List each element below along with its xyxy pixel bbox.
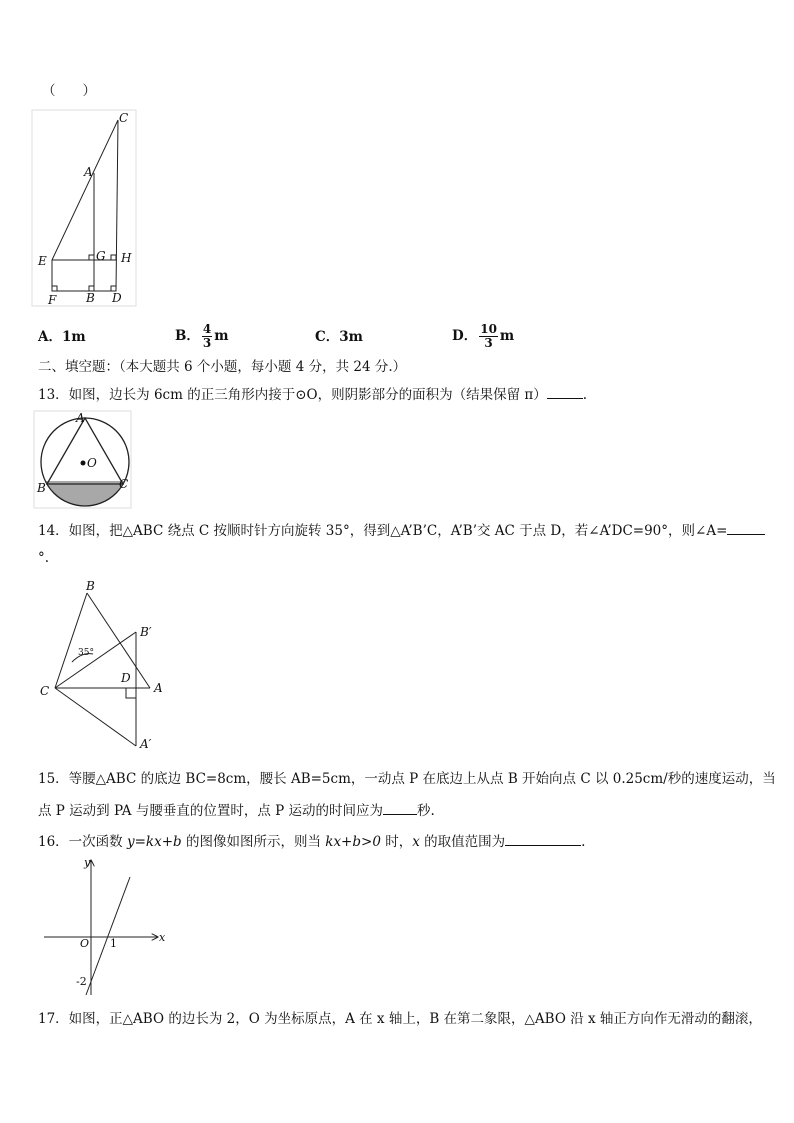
q14-label-b: B [86, 579, 95, 593]
q16-origin-label: O [80, 937, 90, 950]
q16-tick-1: 1 [110, 937, 117, 950]
q12-option-b: B． $\frac{4}{3}$ m [175, 322, 229, 350]
q17-text: 17．如图，正△ABO 的边长为 2，O 为坐标原点，A 在 x 轴上，B 在第二象限，△ABO 沿 x 轴正方向作无滑动的翻滚， [38, 1011, 762, 1027]
q12-label-b: B [86, 291, 95, 305]
q14-label-b-prime: B′ [140, 625, 152, 639]
q13-text: 13．如图，边长为 6cm 的正三角形内接于⊙O，则阴影部分的面积为（结果保留 π） . [38, 387, 588, 403]
q13-figure [33, 410, 133, 510]
q13-label-c: C [119, 477, 129, 491]
q12-label-e: E [38, 254, 47, 268]
q14-text-line1: 14．如图，把△ABC 绕点 C 按顺时针方向旋转 35°，得到△A’B’C，A’B’交 AC 于点 D，若∠A’DC=90°，则∠A= [38, 521, 765, 540]
q15-text-line2: 点 P 运动到 PA 与腰垂直的位置时，点 P 运动的时间应为 秒. [38, 803, 435, 819]
q12-label-c: C [119, 111, 129, 125]
section-title: 二、填空题：（本大题共 6 个小题，每小题 4 分，共 24 分.） [38, 359, 407, 375]
q12-label-g: G [96, 249, 106, 263]
q16-axis-x-label: x [159, 931, 166, 944]
q16-axis-y-label: y [84, 856, 91, 869]
q12-label-a: A [84, 165, 93, 179]
q13-label-a: A [76, 411, 85, 425]
q14-label-c: C [40, 684, 50, 698]
q12-figure [30, 108, 140, 308]
q12-option-c: C．3m [315, 329, 363, 345]
q12-label-d: D [112, 291, 122, 305]
q14-label-d: D [121, 671, 131, 685]
q14-figure [30, 578, 180, 753]
q12-label-h: H [121, 251, 132, 265]
q12-option-a: A．1m [38, 329, 86, 345]
q14-label-a-prime: A′ [140, 737, 152, 751]
q13-label-b: B [37, 481, 46, 495]
q12-answer-bracket: （ ） [42, 83, 96, 99]
q14-angle-label: 35° [78, 648, 94, 658]
q15-text-line1: 15．等腰△ABC 的底边 BC=8cm，腰长 AB=5cm，一动点 P 在底边上从点 B 开始向点 C 以 0.25cm/秒的速度运动，当 [38, 771, 776, 787]
q16-figure [40, 855, 175, 1000]
q14-text-line2: °. [38, 550, 50, 566]
q12-option-d: D． $\frac{10}{3}$ m [452, 322, 515, 350]
q13-label-o: O [87, 456, 97, 470]
q16-text: 16．一次函数 y=kx+b 的图像如图所示，则当 kx+b>0 时，x 的取值范围为 . [38, 834, 586, 850]
q12-label-f: F [48, 293, 57, 307]
q16-tick-neg2: -2 [76, 975, 87, 988]
q14-label-a: A [154, 681, 163, 695]
